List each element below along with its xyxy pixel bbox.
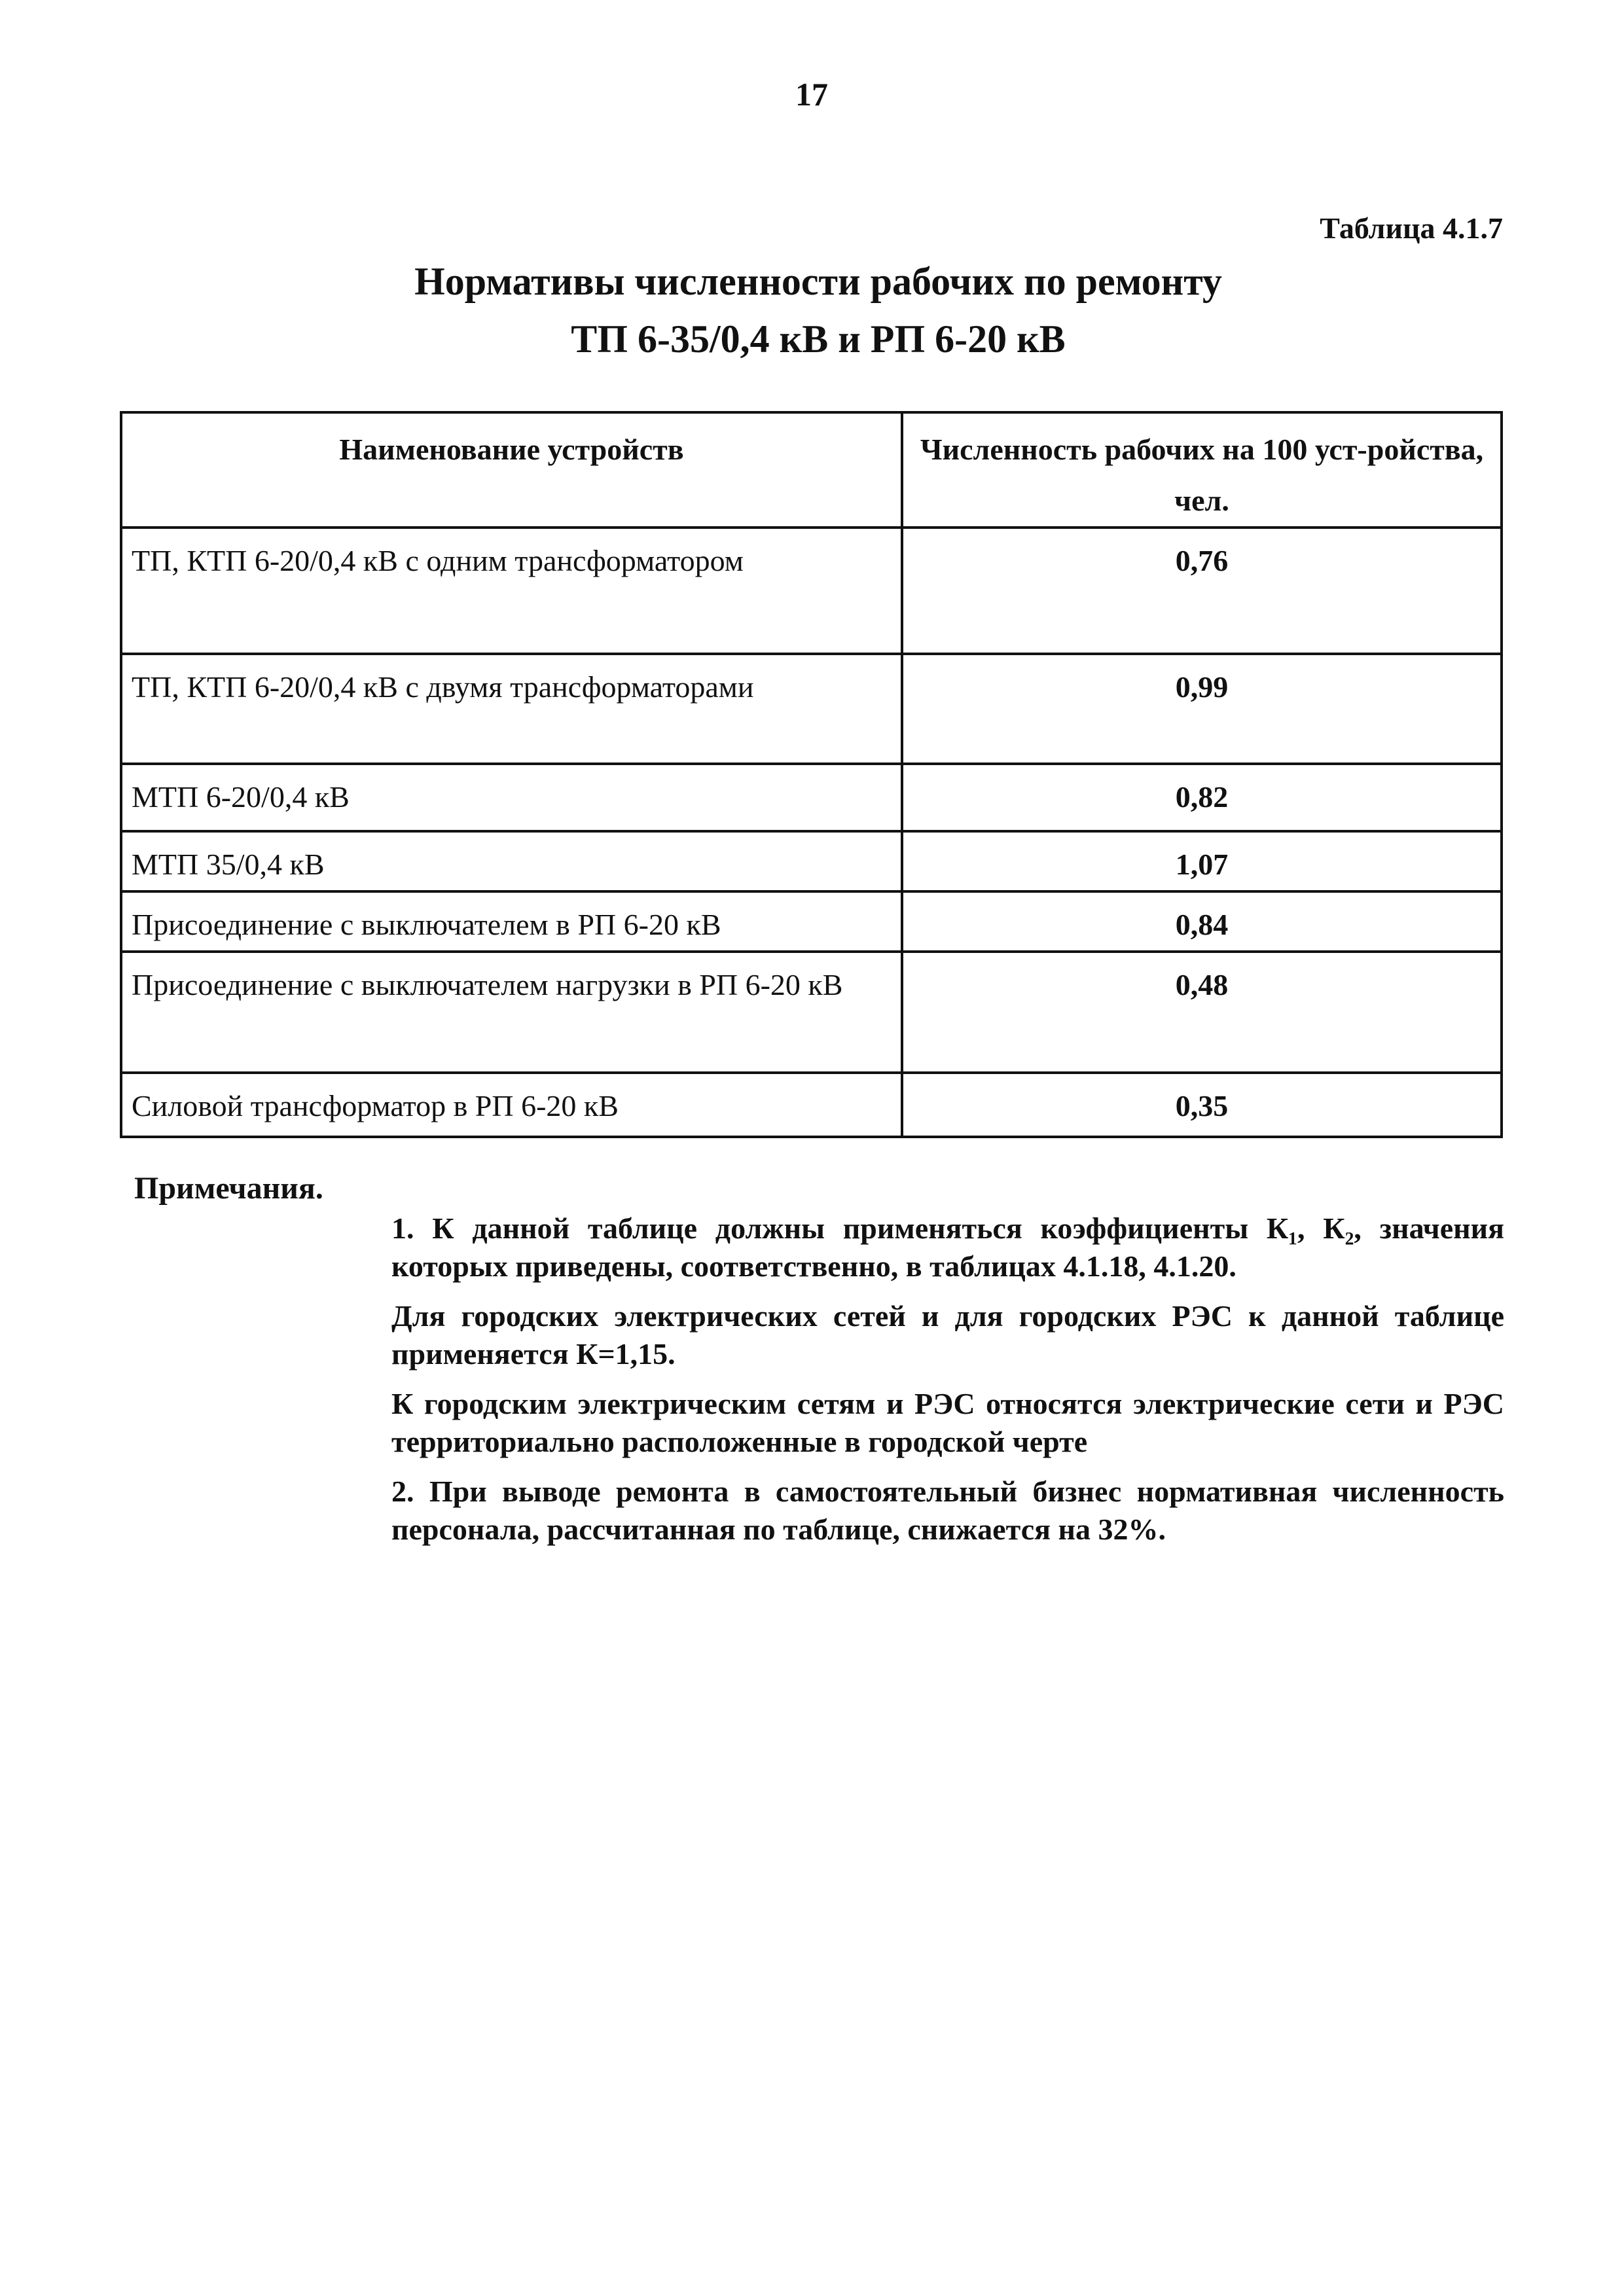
table-title-line-2: ТП 6-35/0,4 кВ и РП 6-20 кВ (571, 317, 1066, 361)
device-name: МТП 6-20/0,4 кВ (121, 764, 902, 831)
page-number: 17 (795, 76, 828, 113)
table-row (121, 952, 1502, 1073)
table-row (121, 528, 1502, 654)
header-device-name: Наименование устройств (121, 412, 902, 528)
workers-value: 0,84 (902, 891, 1502, 952)
table-row (121, 654, 1502, 764)
workers-value: 0,48 (902, 952, 1502, 1073)
table-row (121, 891, 1502, 952)
notes-heading: Примечания. (134, 1171, 323, 1206)
note-paragraph: 1. К данной таблице должны применяться коэффициенты К₁, К₂, значения которых приведены, соответственно, в таблицах 4.1.18, 4.1.20. (391, 1211, 1504, 1283)
table-row (121, 831, 1502, 891)
workers-value: 0,99 (902, 654, 1502, 764)
device-name: Силовой трансформатор в РП 6-20 кВ (121, 1073, 902, 1137)
header-workers-count: Численность рабочих на 100 уст-ройства, чел. (902, 412, 1502, 528)
table-row (121, 764, 1502, 831)
norms-table (120, 411, 1503, 1138)
workers-value: 1,07 (902, 831, 1502, 891)
workers-value: 0,82 (902, 764, 1502, 831)
note-paragraph: К городским электрическим сетям и РЭС относятся электрические сети и РЭС территориально расположенные в городской черте (391, 1387, 1504, 1458)
table-header-row (121, 412, 1502, 528)
note-paragraph: 2. При выводе ремонта в самостоятельный бизнес нормативная численность персонала, рассчитанная по таблице, снижается на 32%. (391, 1475, 1504, 1546)
table-title-line-1: Нормативы численности рабочих по ремонту (414, 260, 1222, 303)
workers-value: 0,35 (902, 1073, 1502, 1137)
notes-section (391, 1210, 1504, 1560)
device-name: Присоединение с выключателем нагрузки в РП 6-20 кВ (121, 952, 902, 1073)
table-label: Таблица 4.1.7 (1320, 211, 1503, 245)
device-name: ТП, КТП 6-20/0,4 кВ с двумя трансформаторами (121, 654, 902, 764)
device-name: Присоединение с выключателем в РП 6-20 кВ (121, 891, 902, 952)
device-name: МТП 35/0,4 кВ (121, 831, 902, 891)
table-row (121, 1073, 1502, 1137)
workers-value: 0,76 (902, 528, 1502, 654)
note-paragraph: Для городских электрических сетей и для городских РЭС к данной таблице применяется К=1,15. (391, 1299, 1504, 1371)
device-name: ТП, КТП 6-20/0,4 кВ с одним трансформатором (121, 528, 902, 654)
